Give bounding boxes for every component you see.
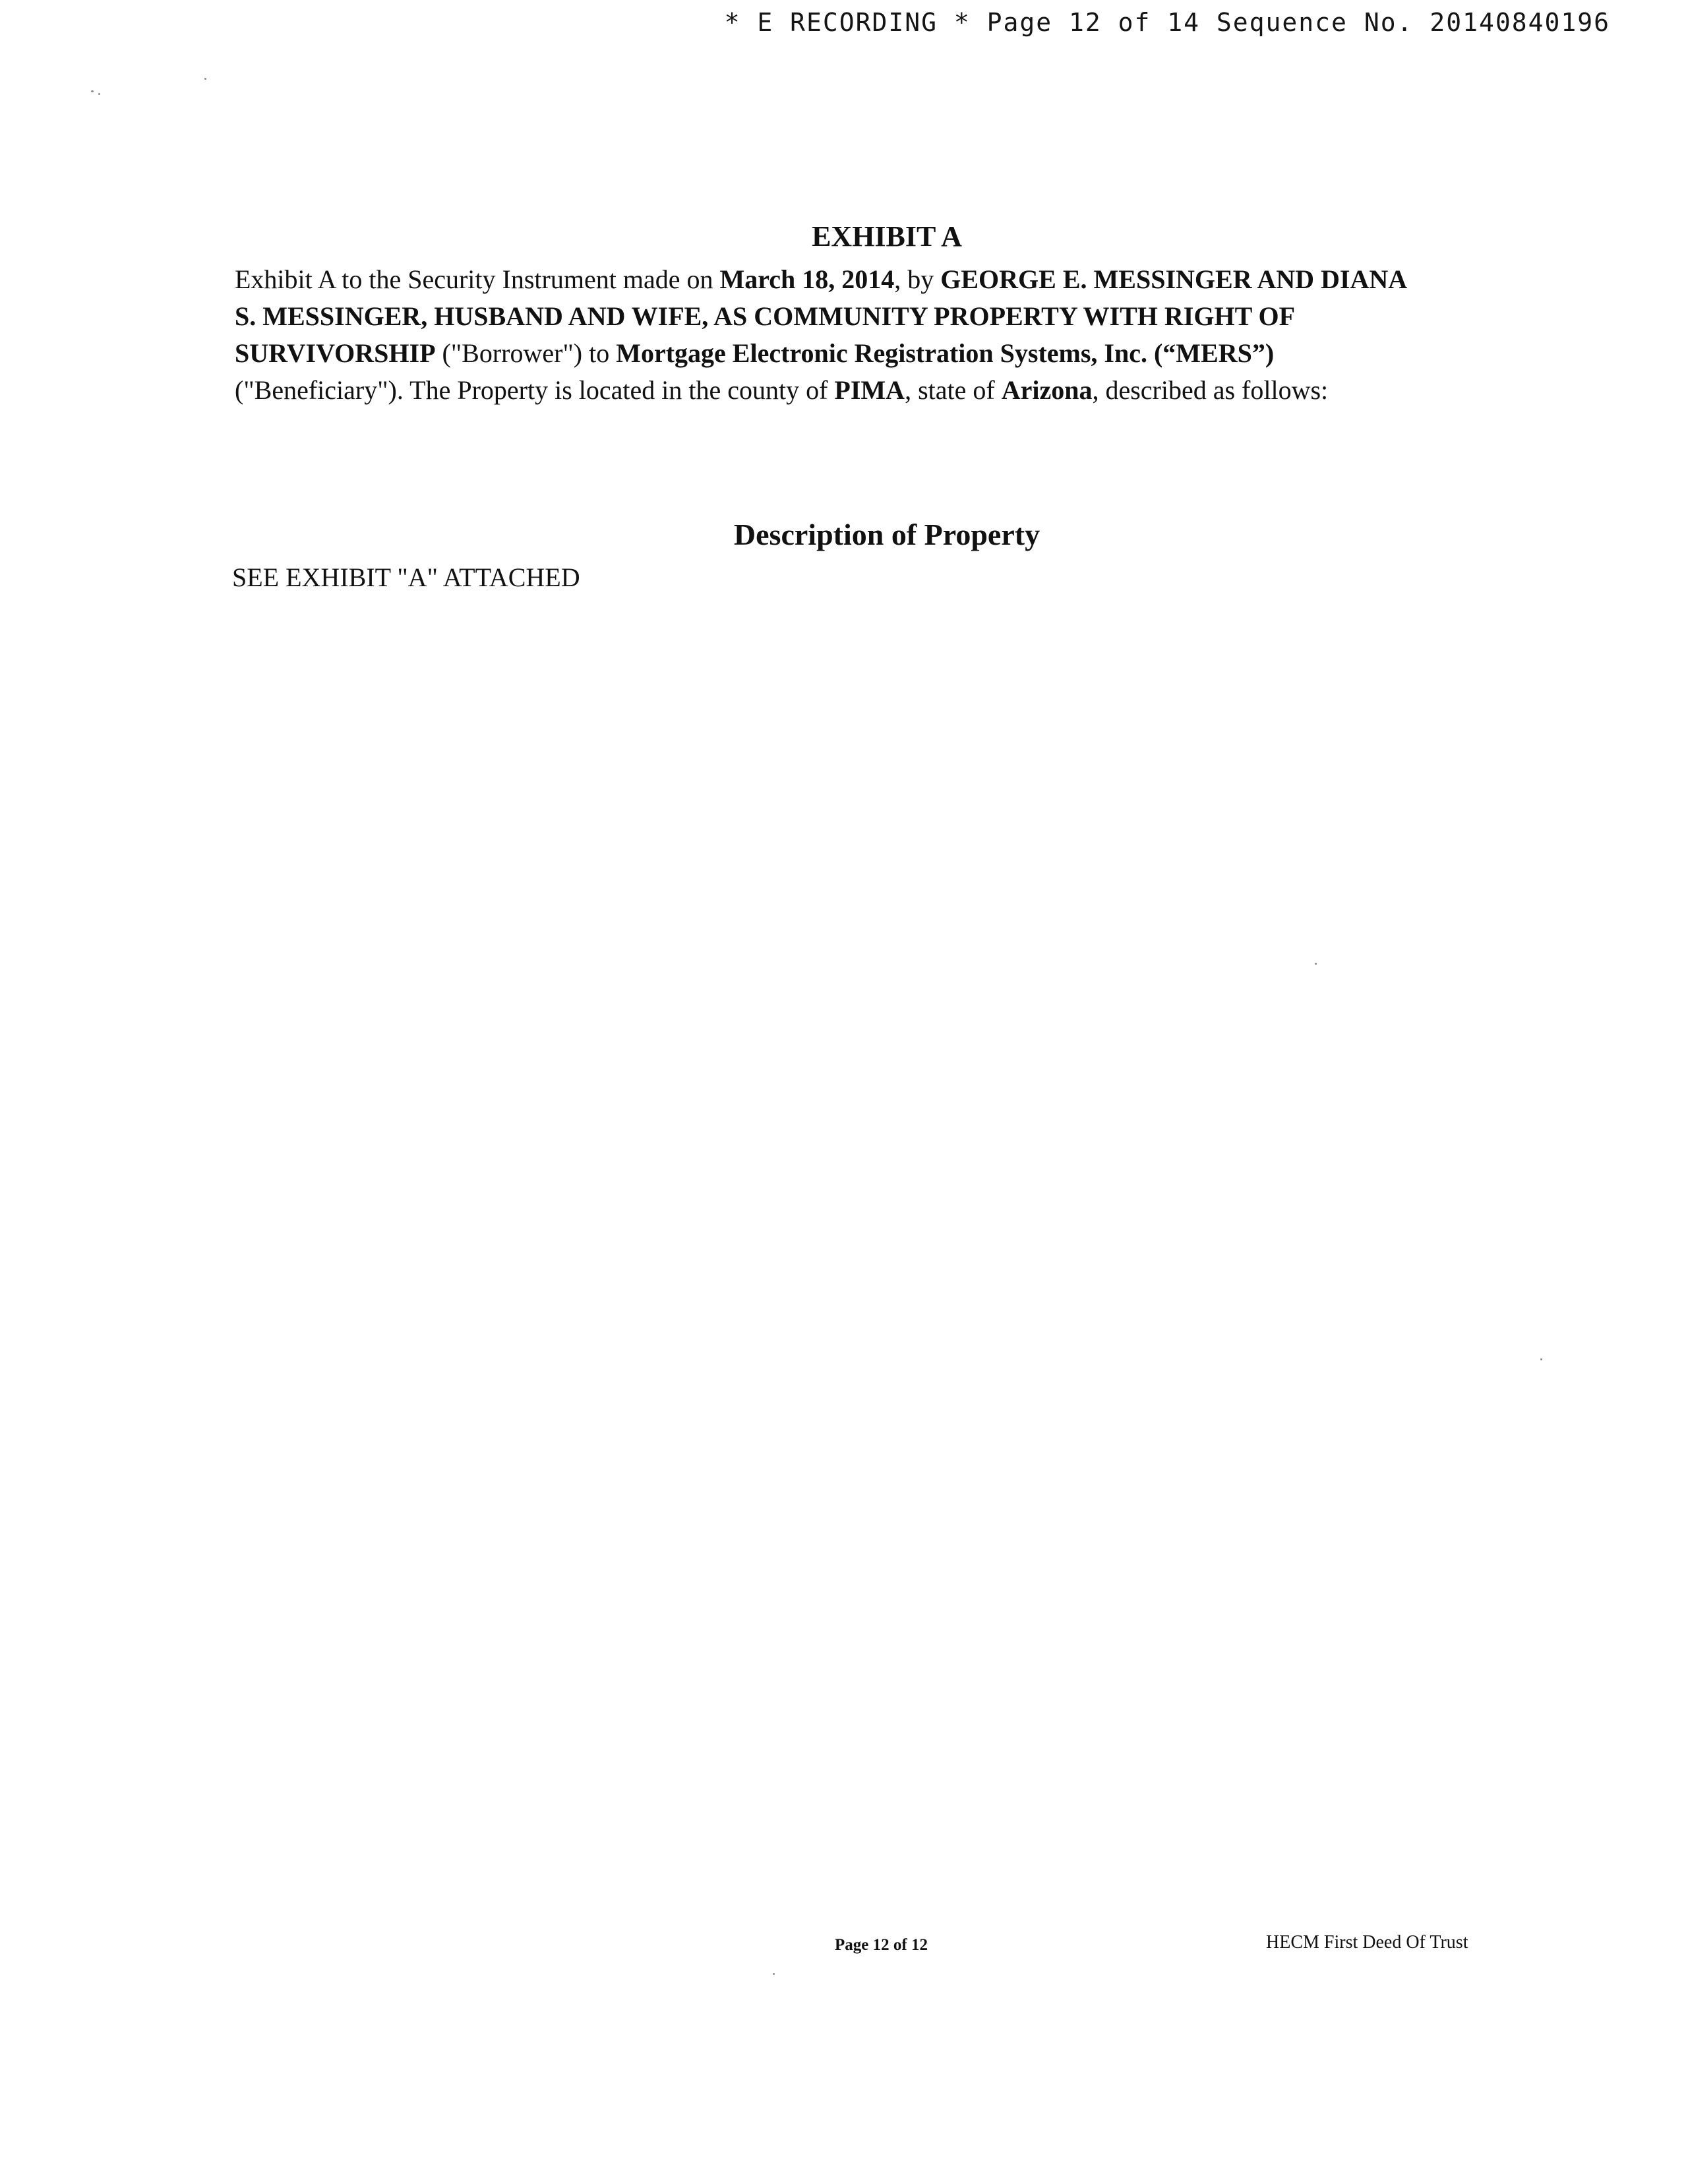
intro-text: , described as follows: bbox=[1092, 375, 1329, 405]
scan-speck bbox=[91, 90, 94, 92]
scan-speck bbox=[204, 78, 206, 80]
exhibit-intro-paragraph bbox=[235, 261, 1422, 409]
scan-speck bbox=[98, 93, 100, 95]
intro-text: ("Beneficiary"). The Property is located in the county of bbox=[235, 375, 835, 405]
instrument-date: March 18, 2014 bbox=[719, 264, 895, 294]
beneficiary-name: Mortgage Electronic Registration Systems, Inc. (“MERS”) bbox=[616, 338, 1275, 368]
footer-form-name: HECM First Deed Of Trust bbox=[1266, 1932, 1468, 1953]
scan-speck bbox=[1540, 1358, 1542, 1360]
recording-stamp: * E RECORDING * Page 12 of 14 Sequence No. 20140840196 bbox=[724, 8, 1610, 37]
exhibit-title: EXHIBIT A bbox=[812, 220, 962, 253]
scan-speck bbox=[773, 1973, 775, 1975]
state-name: Arizona bbox=[1001, 375, 1093, 405]
intro-text: ("Borrower") to bbox=[435, 338, 617, 368]
county-name: PIMA bbox=[834, 375, 905, 405]
footer-page-label: Page 12 of 12 bbox=[835, 1936, 928, 1954]
scan-speck bbox=[1315, 963, 1317, 965]
attached-note: SEE EXHIBIT "A" ATTACHED bbox=[232, 562, 580, 592]
intro-text: , by bbox=[894, 264, 941, 294]
intro-text: , state of bbox=[905, 375, 1002, 405]
borrower-names: GEORGE E. MESSINGER AND DIANA S. MESSINGER, HUSBAND AND WIFE, AS COMMUNITY PROPERTY WITH RIGHT OF SURVIVORSHIP bbox=[235, 264, 1406, 368]
section-heading: Description of Property bbox=[733, 518, 1040, 551]
intro-text: Exhibit A to the Security Instrument made on bbox=[235, 264, 720, 294]
